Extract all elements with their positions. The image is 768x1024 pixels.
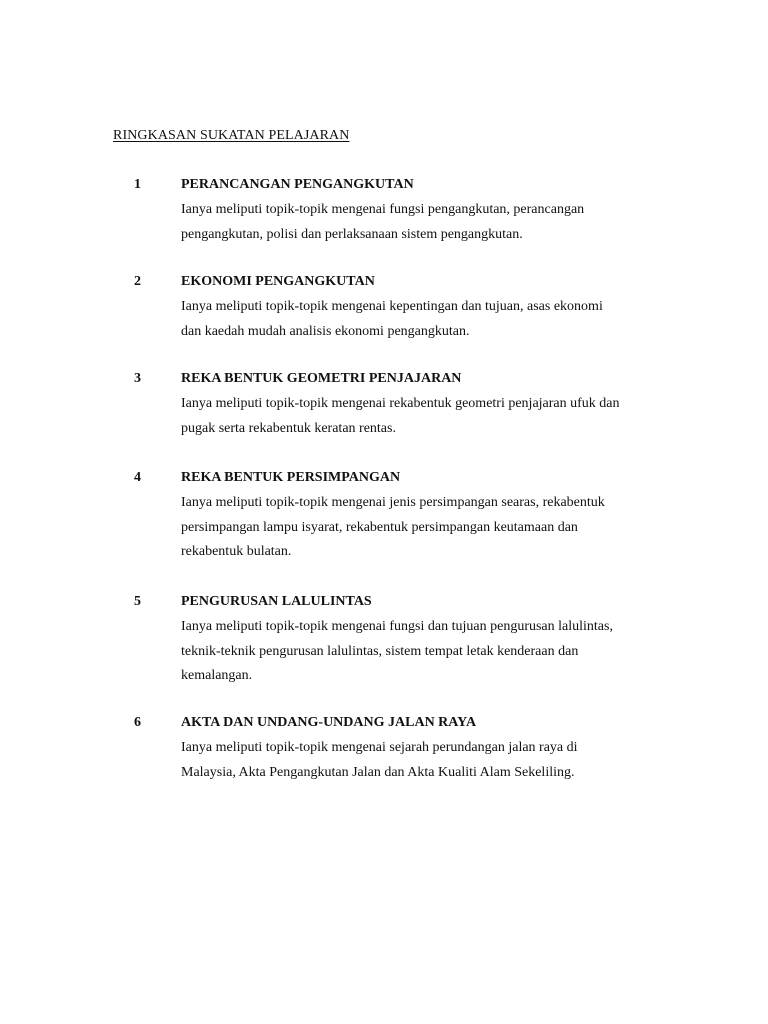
description-line: Ianya meliputi topik-topik mengenai fungsi pengangkutan, perancangan — [181, 202, 585, 217]
section-heading: AKTA DAN UNDANG-UNDANG JALAN RAYA — [181, 715, 477, 730]
section-number: 2 — [134, 274, 141, 289]
description-line: rekabentuk bulatan. — [181, 544, 292, 559]
description-line: pengangkutan, polisi dan perlaksanaan sistem pengangkutan. — [181, 226, 523, 242]
description-line: Ianya meliputi topik-topik mengenai kepentingan dan tujuan, asas ekonomi — [181, 299, 603, 314]
description-line: pugak serta rekabentuk keratan rentas. — [181, 420, 396, 436]
description-line: dan kaedah mudah analisis ekonomi pengangkutan. — [181, 323, 470, 339]
section-heading: EKONOMI PENGANGKUTAN — [181, 274, 375, 289]
description-line: kemalangan. — [181, 668, 253, 683]
section-number: 1 — [134, 177, 141, 192]
document-title: RINGKASAN SUKATAN PELAJARAN — [113, 128, 350, 143]
section-number: 4 — [134, 470, 141, 485]
section-heading: PENGURUSAN LALULINTAS — [181, 594, 372, 609]
description-line: teknik-teknik pengurusan lalulintas, sistem tempat letak kenderaan dan — [181, 643, 579, 659]
description-line: persimpangan lampu isyarat, rekabentuk persimpangan keutamaan dan — [181, 519, 578, 535]
description-line: Ianya meliputi topik-topik mengenai rekabentuk geometri penjajaran ufuk dan — [181, 396, 620, 411]
description-line: Ianya meliputi topik-topik mengenai sejarah perundangan jalan raya di — [181, 740, 578, 755]
section-number: 5 — [134, 594, 141, 609]
section-heading: REKA BENTUK GEOMETRI PENJAJARAN — [181, 371, 462, 386]
section-heading: PERANCANGAN PENGANGKUTAN — [181, 177, 414, 192]
section-number: 6 — [134, 715, 141, 730]
description-line: Ianya meliputi topik-topik mengenai fungsi dan tujuan pengurusan lalulintas, — [181, 619, 613, 634]
section-number: 3 — [134, 371, 141, 386]
description-line: Ianya meliputi topik-topik mengenai jenis persimpangan searas, rekabentuk — [181, 495, 605, 510]
section-heading: REKA BENTUK PERSIMPANGAN — [181, 470, 401, 485]
description-line: Malaysia, Akta Pengangkutan Jalan dan Akta Kualiti Alam Sekeliling. — [181, 764, 575, 780]
